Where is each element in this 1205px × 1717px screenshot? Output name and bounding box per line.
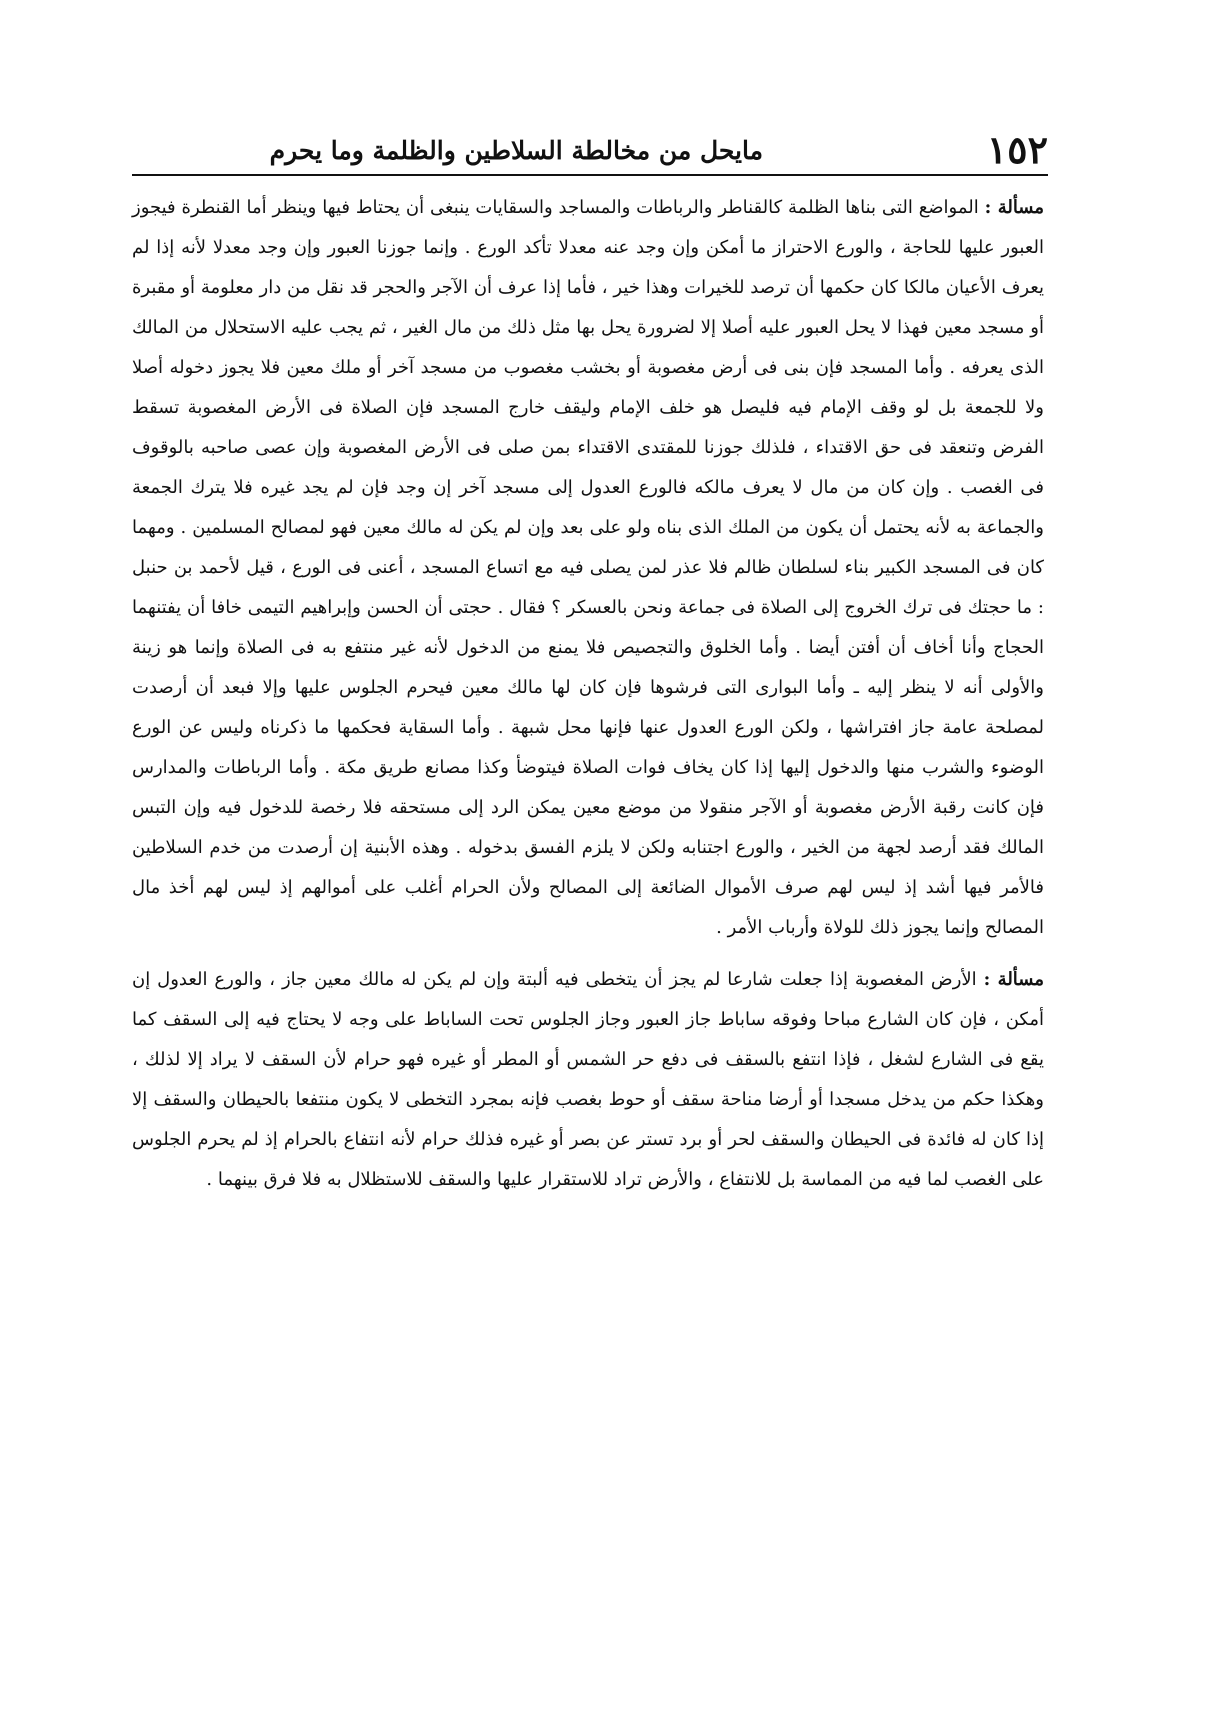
paragraph-2-text: الأرض المغصوبة إذا جعلت شارعا لم يجز أن يتخطى فيه ألبتة وإن لم يكن له مالك معين جاز ، والورع العدول إن أمكن ، فإن كان الشارع مباحا وفوقه ساباط جاز العبور وجاز الجلوس تحت الساباط على وجه لا يحتاج فيه إلى السقف كما يقع فى الشارع لشغل ، فإذا انتفع بالسقف فى دفع حر الشمس أو المطر أو غيره فهو حرام لأن السقف لا يراد إلا لذلك ، وهكذا حكم من يدخل مسجدا أو أرضا مناحة سقف أو حوط بغصب فإنه بمجرد التخطى لا يكون منتفعا بالحيطان والسقف إلا إذا كان له فائدة فى الحيطان والسقف لحر أو برد تستر عن بصر أو غيره فذلك حرام لأنه انتفاع بالحرام إذ لم يحرم الجلوس على الغصب لما فيه من المماسة بل للانتفاع ، والأرض تراد للاستقرار عليها والسقف للاستظلال به فلا فرق بينهما .: [132, 969, 1044, 1190]
page-body: [132, 188, 1044, 1200]
paragraph-1-text: المواضع التى بناها الظلمة كالقناطر والرباطات والمساجد والسقايات ينبغى أن يحتاط فيها وينظر أما القنطرة فيجوز العبور عليها للحاجة ، والورع الاحتراز ما أمكن وإن وجد عنه معدلا تأكد الورع . وإنما جوزنا العبور وإن وجد معدلا لأنه إذا لم يعرف الأعيان مالكا كان حكمها أن ترصد للخيرات وهذا خير ، فأما إذا عرف أن الآجر والحجر قد نقل من دار معلومة أو مقبرة أو مسجد معين فهذا لا يحل العبور عليه أصلا إلا لضرورة يحل بها مثل ذلك من مال الغير ، ثم يجب عليه الاستحلال من المالك الذى يعرفه . وأما المسجد فإن بنى فى أرض مغصوبة أو بخشب مغصوب من مسجد آخر أو ملك معين فلا يجوز دخوله أصلا ولا للجمعة بل لو وقف الإمام فيه فليصل هو خلف الإمام وليقف خارج المسجد فإن الصلاة فى الأرض المغصوبة تسقط الفرض وتنعقد فى حق الاقتداء ، فلذلك جوزنا للمقتدى الاقتداء بمن صلى فى الأرض المغصوبة وإن عصى صاحبه بالوقوف فى الغصب . وإن كان من مال لا يعرف مالكه فالورع العدول إلى مسجد آخر إن وجد فإن لم يجد غيره فلا يترك الجمعة والجماعة به لأنه يحتمل أن يكون من الملك الذى بناه ولو على بعد وإن لم يكن له مالك معين فهو لمصالح المسلمين . ومهما كان فى المسجد الكبير بناء لسلطان ظالم فلا عذر لمن يصلى فيه مع اتساع المسجد ، أعنى فى الورع ، قيل لأحمد بن حنبل : ما حجتك فى ترك الخروج إلى الصلاة فى جماعة ونحن بالعسكر ؟ فقال . حجتى أن الحسن وإبراهيم التيمى خافا أن يفتنهما الحجاج وأنا أخاف أن أفتن أيضا . وأما الخلوق والتجصيص فلا يمنع من الدخول لأنه غير منتفع به فى الصلاة وإنما هو زينة والأولى أنه لا ينظر إليه ـ وأما البوارى التى فرشوها فإن كان لها مالك معين فيحرم الجلوس عليها وإلا فبعد أن أرصدت لمصلحة عامة جاز افتراشها ، ولكن الورع العدول عنها فإنها محل شبهة . وأما السقاية فحكمها ما ذكرناه وليس عن الورع الوضوء والشرب منها والدخول إليها إذا كان يخاف فوات الصلاة فيتوضأ وكذا مصانع طريق مكة . وأما الرباطات والمدارس فإن كانت رقبة الأرض مغصوبة أو الآجر منقولا من موضع معين يمكن الرد إلى مستحقه فلا رخصة للدخول فيه وإن التبس المالك فقد أرصد لجهة من الخير ، والورع اجتنابه ولكن لا يلزم الفسق بدخوله . وهذه الأبنية إن أرصدت من خدم السلاطين فالأمر فيها أشد إذ ليس لهم صرف الأموال الضائعة إلى المصالح ولأن الحرام أغلب على أموالهم إذ ليس لهم أخذ مال المصالح وإنما يجوز ذلك للولاة وأرباب الأمر .: [132, 197, 1045, 938]
page-header: [132, 128, 1048, 178]
page-number: ١٥٢: [986, 127, 1048, 172]
running-title: مايحل من مخالطة السلاطين والظلمة وما يحرم: [269, 136, 763, 165]
paragraph-2-lead: مسألة :: [983, 969, 1044, 990]
paragraph-1: [132, 188, 1044, 948]
paragraph-1-lead: مسألة :: [984, 197, 1045, 218]
header-divider: [132, 174, 1048, 176]
paragraph-2: [132, 960, 1044, 1200]
